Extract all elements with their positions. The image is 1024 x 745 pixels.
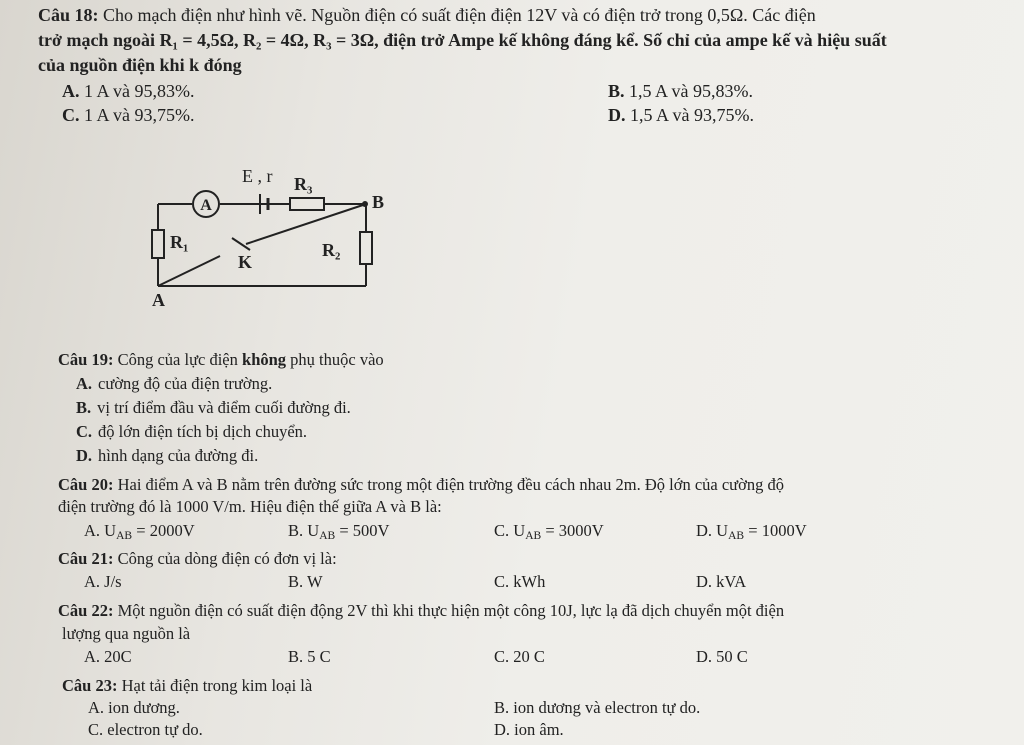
- option-key: C.: [494, 521, 510, 540]
- q19-stem-emphasis: không: [242, 350, 287, 369]
- q19-stem-part-a: Công của lực điện: [117, 350, 243, 369]
- option-text: hình dạng của đường đi.: [98, 446, 259, 465]
- q18-line1: [38, 4, 816, 27]
- option-key: A.: [84, 521, 101, 540]
- q21-option-d: [696, 571, 746, 593]
- option-key: D.: [696, 572, 713, 591]
- q23-option-c: [88, 719, 203, 741]
- resistor-r3: [290, 198, 324, 210]
- option-key: C.: [494, 572, 510, 591]
- wire-diagonal-lower: [158, 256, 220, 286]
- q21-option-c: [494, 571, 545, 593]
- q19-option-d: [76, 445, 258, 467]
- q18-stem-line2: trở mạch ngoài R₁ = 4,5Ω, R₂ = 4Ω, R₃ = 3Ω, điện trở Ampe kế không đáng kể. Số chỉ của ampe kế và hiệu suất: [38, 30, 887, 50]
- option-key: B.: [288, 521, 304, 540]
- option-text: cường độ của điện trường.: [98, 374, 273, 393]
- q20-stem-line2: điện trường đó là 1000 V/m. Hiệu điện thế giữa A và B là:: [58, 497, 442, 516]
- node-b-label: B: [372, 192, 385, 212]
- option-key: D.: [608, 105, 626, 125]
- option-key: B.: [494, 698, 510, 717]
- q23-stem: [62, 675, 312, 697]
- q22-option-a: [84, 646, 132, 668]
- q22-stem-line2: lượng qua nguồn là: [62, 624, 191, 643]
- option-key: C.: [76, 422, 93, 441]
- option-key: A.: [62, 81, 80, 101]
- resistor-r1: [152, 230, 164, 258]
- q23-option-a: [88, 697, 180, 719]
- q22-label: Câu 22:: [58, 601, 114, 620]
- option-text: độ lớn điện tích bị dịch chuyển.: [98, 422, 308, 441]
- q21-option-b: [288, 571, 323, 593]
- emf-label: E , r: [242, 166, 273, 186]
- q22-option-c: [494, 646, 545, 668]
- q18-stem-line3: của nguồn điện khi k đóng: [38, 55, 242, 75]
- node-b-dot: [362, 201, 368, 207]
- q22-option-b: [288, 646, 331, 668]
- option-key: C.: [62, 105, 80, 125]
- q18-option-d: [608, 104, 754, 127]
- option-text: 20 C: [513, 647, 545, 666]
- q23-stem-text: Hạt tải điện trong kim loại là: [121, 676, 313, 695]
- option-key: A.: [88, 698, 105, 717]
- q18-option-c: [62, 104, 195, 127]
- q21-stem-text: Công của dòng điện có đơn vị là:: [117, 549, 337, 568]
- option-text: 50 C: [716, 647, 748, 666]
- q20-option-c: C. $U_{AB} = 3000V$: [494, 521, 604, 542]
- q20-stem-line1: [58, 474, 784, 496]
- r3-label: R₃: [294, 174, 313, 194]
- q21-label: Câu 21:: [58, 549, 114, 568]
- option-text: W: [306, 572, 323, 591]
- q19-stem: [58, 349, 384, 371]
- q18-option-b: [608, 80, 753, 103]
- ammeter-label: A: [200, 197, 212, 214]
- option-key: A.: [84, 572, 101, 591]
- r1-label: R₁: [170, 232, 189, 252]
- option-text: ion âm.: [514, 720, 564, 739]
- q21-option-a: [84, 571, 122, 593]
- circuit-diagram: [140, 160, 400, 310]
- option-key: A.: [84, 647, 101, 666]
- q19-stem-part-c: phụ thuộc vào: [286, 350, 384, 369]
- r2-label: R₂: [322, 240, 341, 260]
- q23-option-d: [494, 719, 564, 741]
- q22-stem-text: Một nguồn điện có suất điện động 2V thì khi thực hiện một công 10J, lực lạ đã dịch chuyển một điện: [117, 601, 785, 620]
- option-key: D.: [696, 647, 713, 666]
- option-key: B.: [288, 647, 304, 666]
- option-key: D.: [76, 446, 93, 465]
- option-text: ion dương.: [108, 698, 180, 717]
- option-key: A.: [76, 374, 93, 393]
- q20-option-b: B. $U_{AB} = 500V$: [288, 521, 390, 542]
- q18-stem-line1: Cho mạch điện như hình vẽ. Nguồn điện có suất điện điện 12V và có điện trở trong 0,5Ω. Các điện: [103, 5, 816, 25]
- q19-label: Câu 19:: [58, 350, 114, 369]
- option-text: ion dương và electron tự do.: [513, 698, 701, 717]
- option-text: 1,5 A và 95,83%.: [629, 81, 754, 101]
- q20-stem-text: Hai điểm A và B nằm trên đường sức trong một điện trường đều cách nhau 2m. Độ lớn của cường độ: [117, 475, 784, 494]
- q18-label: Câu 18:: [38, 5, 99, 25]
- option-text: 1 A và 93,75%.: [84, 105, 195, 125]
- q22-option-d: [696, 646, 748, 668]
- option-key: B.: [608, 81, 625, 101]
- option-text: 20C: [104, 647, 132, 666]
- q22-stem-line1: [58, 600, 784, 622]
- q19-option-c: [76, 421, 307, 443]
- option-text: 1 A và 95,83%.: [84, 81, 195, 101]
- option-text: vị trí điểm đầu và điểm cuối đường đi.: [97, 398, 351, 417]
- q23-label: Câu 23:: [62, 676, 118, 695]
- switch-k-label: K: [238, 252, 253, 272]
- option-text: kWh: [513, 572, 546, 591]
- resistor-r2: [360, 232, 372, 264]
- node-a-label: A: [152, 290, 165, 310]
- q20-option-d: D. $U_{AB} = 1000V$: [696, 521, 807, 542]
- option-key: D.: [494, 720, 511, 739]
- option-key: C.: [88, 720, 104, 739]
- option-text: 5 C: [307, 647, 331, 666]
- option-text: kVA: [716, 572, 747, 591]
- option-key: B.: [76, 398, 92, 417]
- option-key: D.: [696, 521, 713, 540]
- option-text: J/s: [104, 572, 122, 591]
- option-text: 1,5 A và 93,75%.: [630, 105, 754, 125]
- option-text: electron tự do.: [107, 720, 203, 739]
- q23-option-b: [494, 697, 700, 719]
- option-key: C.: [494, 647, 510, 666]
- q20-label: Câu 20:: [58, 475, 114, 494]
- option-key: B.: [288, 572, 304, 591]
- q20-option-a: A. $U_{AB} = 2000V$: [84, 521, 195, 542]
- q21-stem: [58, 548, 337, 570]
- q19-option-b: [76, 397, 351, 419]
- q18-option-a: [62, 80, 195, 103]
- q19-option-a: [76, 373, 272, 395]
